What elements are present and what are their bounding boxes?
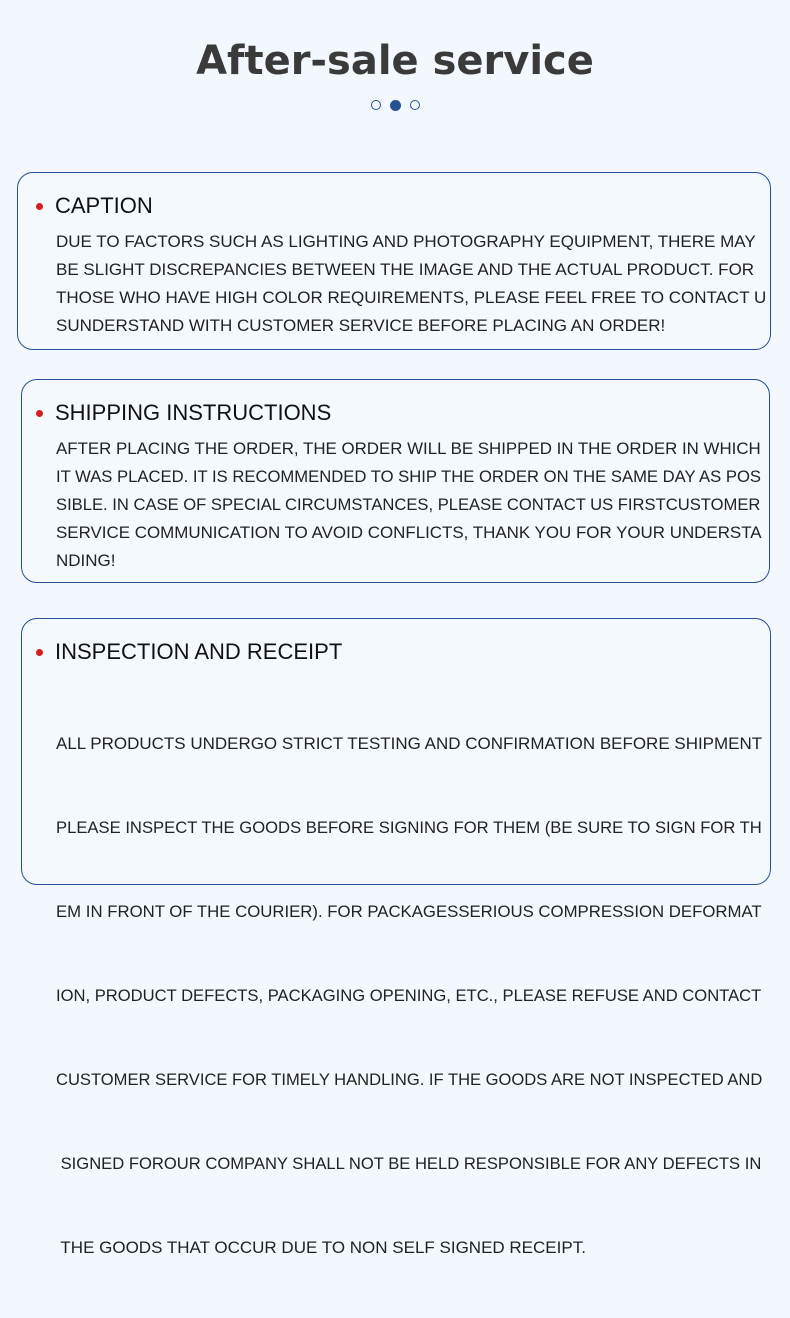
body-line: EM IN FRONT OF THE COURIER). FOR PACKAGESSERIOUS COMPRESSION DEFORMAT <box>56 902 762 921</box>
section-title: INSPECTION AND RECEIPT <box>55 639 343 664</box>
body-line: IT WAS PLACED. IT IS RECOMMENDED TO SHIP THE ORDER ON THE SAME DAY AS POS <box>56 467 762 486</box>
body-line: SIBLE. IN CASE OF SPECIAL CIRCUMSTANCES, PLEASE CONTACT US FIRSTCUSTOMER <box>56 495 761 514</box>
section-heading <box>36 192 153 220</box>
section-body <box>56 674 781 1318</box>
body-line: CUSTOMER SERVICE FOR TIMELY HANDLING. IF THE GOODS ARE NOT INSPECTED AND <box>56 1070 763 1089</box>
body-line: ION, PRODUCT DEFECTS, PACKAGING OPENING, ETC., PLEASE REFUSE AND CONTACT <box>56 986 762 1005</box>
section-heading <box>36 638 342 666</box>
pagination-dot[interactable] <box>410 100 420 110</box>
body-line: BE SLIGHT DISCREPANCIES BETWEEN THE IMAGE AND THE ACTUAL PRODUCT. FOR <box>56 260 755 279</box>
body-line: SUNDERSTAND WITH CUSTOMER SERVICE BEFORE PLACING AN ORDER! <box>56 316 666 335</box>
section-body <box>56 228 767 340</box>
pagination-dots <box>0 99 790 111</box>
body-line: SIGNED FOROUR COMPANY SHALL NOT BE HELD RESPONSIBLE FOR ANY DEFECTS IN <box>56 1154 762 1173</box>
body-line: THOSE WHO HAVE HIGH COLOR REQUIREMENTS, PLEASE FEEL FREE TO CONTACT U <box>56 288 767 307</box>
pagination-dot[interactable] <box>371 100 381 110</box>
body-line: DUE TO FACTORS SUCH AS LIGHTING AND PHOTOGRAPHY EQUIPMENT, THERE MAY <box>56 232 756 251</box>
bullet-icon <box>36 203 43 210</box>
page-title: After-sale service <box>196 38 594 84</box>
pagination-dot-active[interactable] <box>390 100 401 111</box>
body-line: PLEASE INSPECT THE GOODS BEFORE SIGNING FOR THEM (BE SURE TO SIGN FOR TH <box>56 818 762 837</box>
section-title: CAPTION <box>55 193 153 218</box>
section-shipping-instructions <box>21 379 770 583</box>
section-heading <box>36 399 331 427</box>
bullet-icon <box>36 410 43 417</box>
section-body <box>56 435 778 575</box>
bullet-icon <box>36 649 43 656</box>
section-title: SHIPPING INSTRUCTIONS <box>55 400 332 425</box>
section-inspection-and-receipt <box>21 618 771 1257</box>
body-line: NDING! <box>56 551 116 570</box>
body-line: SERVICE COMMUNICATION TO AVOID CONFLICTS, THANK YOU FOR YOUR UNDERSTA <box>56 523 762 542</box>
section-caption <box>17 172 771 350</box>
body-line: ALL PRODUCTS UNDERGO STRICT TESTING AND CONFIRMATION BEFORE SHIPMENT <box>56 734 763 753</box>
body-line: AFTER PLACING THE ORDER, THE ORDER WILL BE SHIPPED IN THE ORDER IN WHICH <box>56 439 761 458</box>
body-line: THE GOODS THAT OCCUR DUE TO NON SELF SIGNED RECEIPT. <box>56 1238 586 1257</box>
